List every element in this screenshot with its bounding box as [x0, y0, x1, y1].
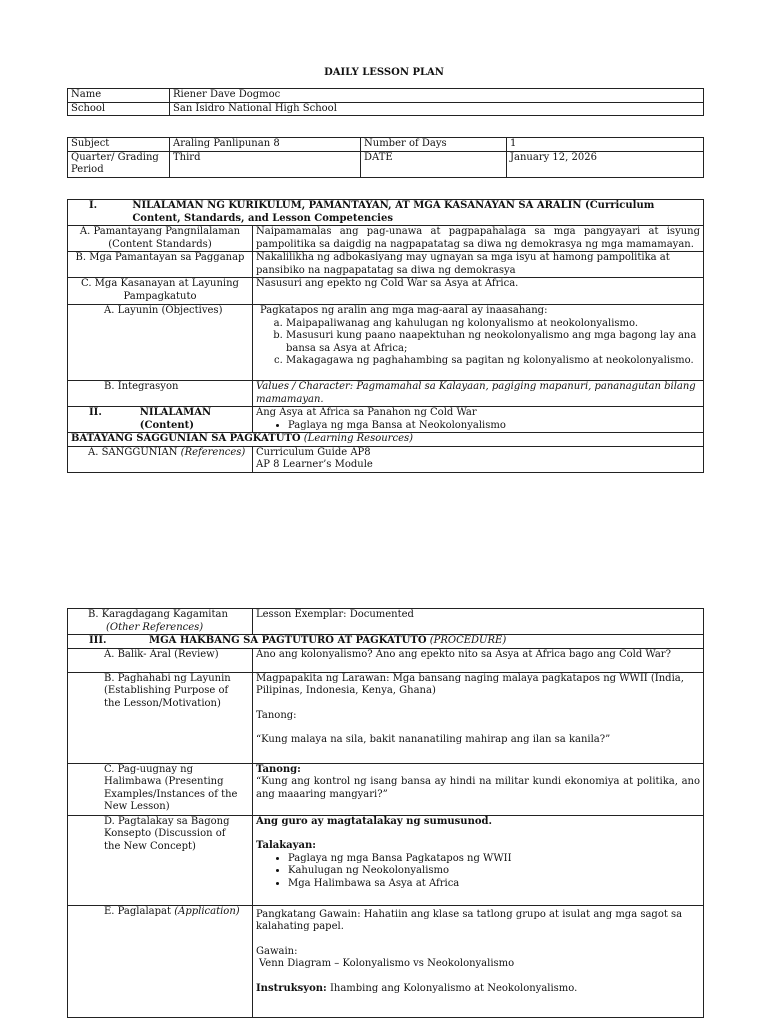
name-value: Riener Dave Dogmoc [170, 89, 704, 103]
subject-label: Subject [68, 138, 170, 152]
integration-label: B. Integrasyon [68, 381, 253, 407]
section1-number: I. [89, 200, 98, 211]
references-label-en: (References) [180, 446, 246, 458]
discussion-label: D. Pagtalakay sa Bagong Konsepto (Discussion of the New Concept) [68, 815, 253, 905]
resources-heading-en: (Learning Resources) [303, 433, 414, 444]
reference-item: AP 8 Learner’s Module [256, 459, 373, 470]
quarter-label: Quarter/ Grading Period [68, 151, 170, 177]
quarter-value: Third [170, 151, 361, 177]
section3-header [68, 635, 704, 649]
section3-heading-en: (PROCEDURE) [429, 635, 507, 646]
teacher-info-table [67, 88, 704, 116]
discussion-intro: Ang guro ay magtatalakay ng sumusunod. [256, 815, 492, 827]
content-standards-value: Naipamamalas ang pag-unawa at pagpapahalaga sa mga pangyayari at isyung pampolitika sa daigdig na nagpapatatag sa diwa ng demokrasya ng mga mamamayan. [253, 226, 704, 252]
document-title: DAILY LESSON PLAN [324, 67, 444, 78]
section3-number: III. [89, 635, 107, 646]
section2-number: II. [89, 407, 102, 418]
objectives-list [256, 318, 700, 368]
application-cell [253, 905, 704, 1017]
other-references-label-cell [68, 609, 253, 635]
motivation-question: “Kung malaya na sila, bakit nananatiling mahirap ang ilan sa kanila?” [256, 734, 611, 745]
gawain-value: Venn Diagram – Kolonyalismo vs Neokolonyalismo [259, 958, 515, 969]
references-value-cell [253, 446, 704, 472]
objectives-cell [253, 305, 704, 381]
discussion-topics-list [256, 853, 700, 891]
application-label: E. Paglalapat [104, 905, 172, 917]
instruction-label: Instruksyon: [256, 982, 327, 994]
gawain-label: Gawain: [256, 945, 298, 957]
integration-value: Values / Character: Pagmamahal sa Kalayaan, pagiging mapanuri, pananagutan bilang mamamayan. [253, 381, 704, 407]
examples-cell [253, 763, 704, 815]
discussion-topic: • Mga Halimbawa sa Asya at Africa [288, 878, 700, 891]
procedure-table [67, 608, 704, 1018]
references-label-cell [68, 446, 253, 472]
other-references-value: Lesson Exemplar: Documented [253, 609, 704, 635]
discussion-topic: • Paglaya ng mga Bansa Pagkatapos ng WWII [288, 853, 700, 866]
school-label: School [68, 102, 170, 116]
section1-header [68, 200, 704, 226]
subject-table [67, 137, 704, 178]
references-label: A. SANGGUNIAN [88, 446, 178, 458]
motivation-cell [253, 672, 704, 763]
section1-heading: NILALAMAN NG KURIKULUM, PAMANTAYAN, AT MGA KASANAYAN SA ARALIN (Curriculum Content, Standards, and Lesson Competencies [132, 200, 655, 224]
review-value: Ano ang kolonyalismo? Ano ang epekto nito sa Asya at Africa bago ang Cold War? [253, 648, 704, 672]
objectives-label: A. Layunin (Objectives) [68, 305, 253, 381]
reference-item: Curriculum Guide AP8 [256, 446, 371, 458]
date-value: January 12, 2026 [507, 151, 704, 177]
examples-question-label: Tanong: [256, 763, 301, 775]
motivation-question-label: Tanong: [256, 709, 297, 721]
performance-standards-value: Nakalilikha ng adbokasiyang may ugnayan sa mga isyu at hamong pampolitika at pansibiko na nagpapatatag sa diwa ng demokrasya [253, 252, 704, 278]
school-value: San Isidro National High School [170, 102, 704, 116]
application-label-cell [68, 905, 253, 1017]
instruction-value: Ihambing ang Kolonyalismo at Neokolonyalismo. [329, 982, 578, 994]
lesson-content-table [67, 199, 704, 473]
motivation-label: B. Paghahabi ng Layunin (Establishing Purpose of the Lesson/Motivation) [68, 672, 253, 763]
days-value: 1 [507, 138, 704, 152]
review-label: A. Balik- Aral (Review) [68, 648, 253, 672]
examples-question: “Kung ang kontrol ng isang bansa ay hindi na militar kundi ekonomiya at politika, ano ang maaaring mangyari?” [256, 776, 700, 800]
section2-bullets [256, 420, 700, 433]
resources-header [68, 433, 704, 447]
discussion-cell [253, 815, 704, 905]
discussion-topic: • Kahulugan ng Neokolonyalismo [288, 865, 700, 878]
discussion-topics-label: Talakayan: [256, 840, 316, 851]
name-label: Name [68, 89, 170, 103]
resources-heading: BATAYANG SAGGUNIAN SA PAGKATUTO [71, 433, 301, 444]
application-value: Pangkatang Gawain: Hahatiin ang klase sa tatlong grupo at isulat ang mga sagot sa kalahating papel. [256, 908, 683, 932]
other-references-label: B. Karagdagang Kagamitan [88, 609, 228, 620]
application-label-en: (Application) [174, 905, 240, 917]
objective-item: c. Makagagawa ng paghahambing sa pagitan ng kolonyalismo at neokolonyalismo. [286, 355, 700, 368]
objective-item: b. Masusuri kung paano naapektuhan ng neokolonyalismo ang mga bagong lay ana bansa sa Asya at Africa; [286, 330, 700, 355]
section2-bullet: • Paglaya ng mga Bansa at Neokolonyalismo [288, 420, 700, 433]
objectives-intro: Pagkatapos ng aralin ang mga mag-aaral ay inaasahang: [260, 305, 548, 316]
content-standards-label: A. Pamantayang Pangnilalaman (Content Standards) [68, 226, 253, 252]
section2-label: NILALAMAN (Content) [139, 407, 212, 431]
section2-label-cell [68, 407, 253, 433]
objective-item: a. Maipapaliwanag ang kahulugan ng kolonyalismo at neokolonyalismo. [286, 318, 700, 331]
subject-value: Araling Panlipunan 8 [170, 138, 361, 152]
motivation-value: Magpapakita ng Larawan: Mga bansang naging malaya pagkatapos ng WWII (India, Pilipinas, Indonesia, Kenya, Ghana) [256, 672, 684, 696]
competencies-label: C. Mga Kasanayan at Layuning Pampagkatuto [68, 278, 253, 305]
section2-value: Ang Asya at Africa sa Panahon ng Cold War [256, 407, 477, 418]
section3-heading: MGA HAKBANG SA PAGTUTURO AT PAGKATUTO [149, 635, 427, 646]
competencies-value: Nasusuri ang epekto ng Cold War sa Asya at Africa. [253, 278, 704, 305]
other-references-label-en: (Other References) [106, 621, 204, 633]
section2-value-cell [253, 407, 704, 433]
date-label: DATE [361, 151, 507, 177]
examples-label: C. Pag-uugnay ng Halimbawa (Presenting Examples/Instances of the New Lesson) [68, 763, 253, 815]
days-label: Number of Days [361, 138, 507, 152]
performance-standards-label: B. Mga Pamantayan sa Pagganap [68, 252, 253, 278]
instruction-line [256, 983, 700, 996]
